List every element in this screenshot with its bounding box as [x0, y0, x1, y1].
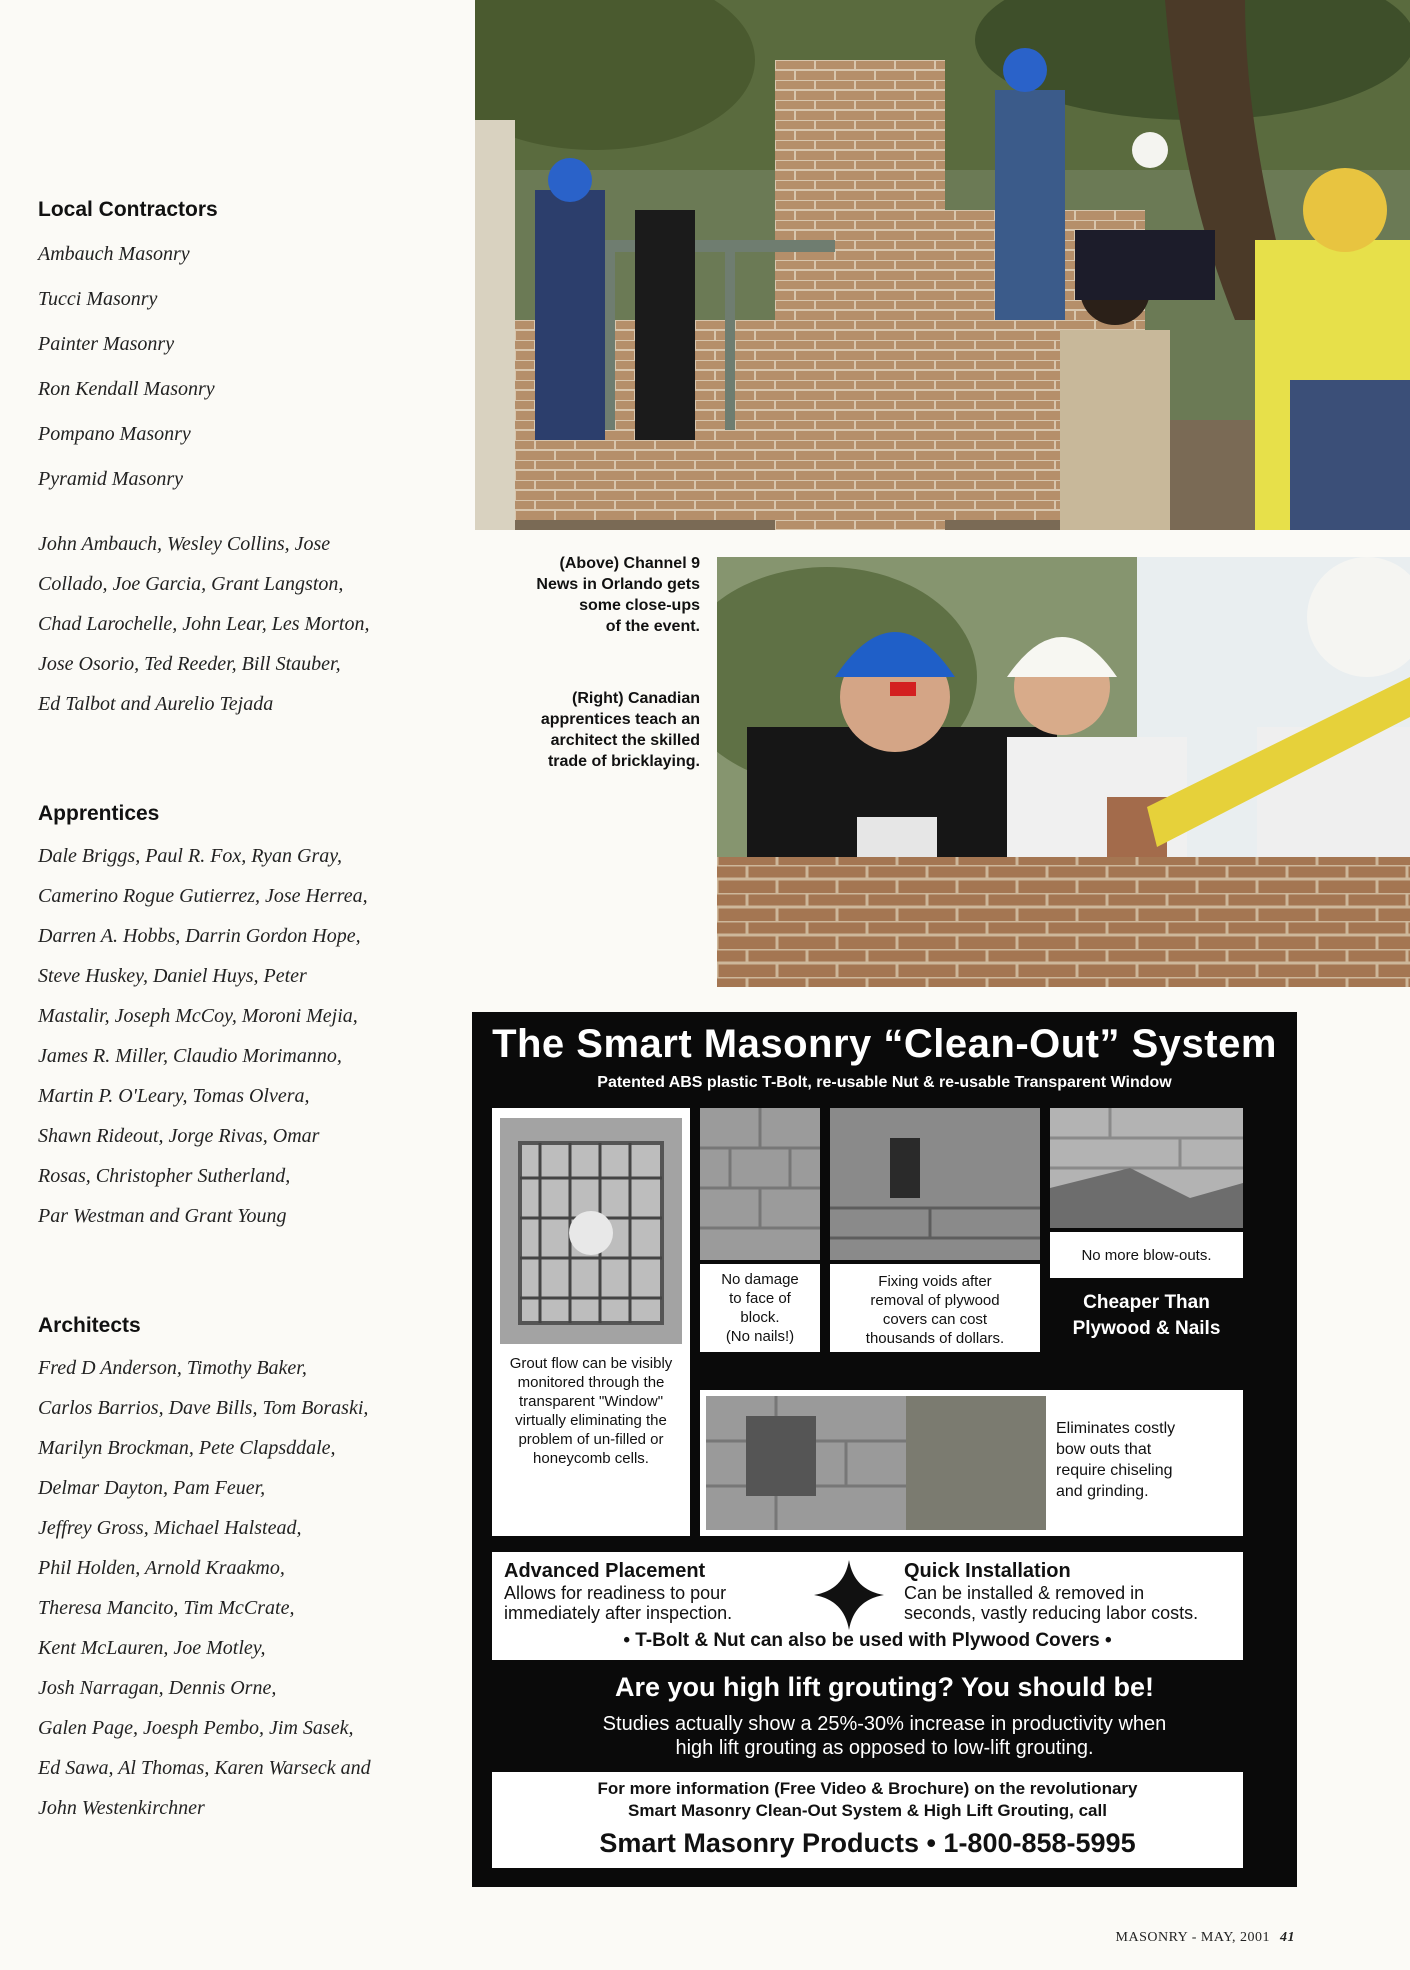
architect-line: Jeffrey Gross, Michael Halstead,: [38, 1517, 302, 1539]
eliminates-line: Eliminates costly: [1056, 1420, 1176, 1437]
info-line: For more information (Free Video & Brochure) on the revolutionary: [597, 1779, 1138, 1798]
apprentice-line: Camerino Rogue Gutierrez, Jose Herrea,: [38, 885, 368, 907]
eliminates-line: bow outs that: [1056, 1441, 1152, 1458]
void-wall-illustration: [830, 1108, 1040, 1260]
panel-no-damage: [700, 1264, 820, 1352]
page-number: 41: [1280, 1930, 1295, 1945]
caption-line: some close-ups: [579, 597, 700, 614]
cheaper-line: Plywood & Nails: [1072, 1318, 1221, 1339]
contractor-people-line: Jose Osorio, Ted Reeder, Bill Stauber,: [38, 653, 341, 675]
caption-line: trade of bricklaying.: [547, 753, 700, 770]
page-footer: [1116, 1930, 1295, 1946]
caption-line: News in Orlando gets: [536, 576, 700, 593]
contractor-people-line: Collado, Joe Garcia, Grant Langston,: [38, 573, 344, 595]
panel-features: [492, 1552, 1243, 1660]
apprentice-line: Mastalir, Joseph McCoy, Moroni Mejia,: [38, 1005, 358, 1027]
contractor-name: Ambauch Masonry: [38, 243, 190, 265]
high-lift-text: [472, 1712, 1297, 1760]
no-damage-line: No damage: [721, 1271, 799, 1288]
apprentice-line: Steve Huskey, Daniel Huys, Peter: [38, 965, 307, 987]
grout-line: honeycomb cells.: [533, 1450, 649, 1467]
caption-line: (Above) Channel 9: [559, 555, 700, 572]
no-damage-image: [700, 1108, 820, 1260]
grout-line: virtually eliminating the: [515, 1412, 667, 1429]
contractor-people-line: John Ambauch, Wesley Collins, Jose: [38, 533, 331, 555]
no-damage-text: [700, 1270, 820, 1346]
quick-line: seconds, vastly reducing labor costs.: [904, 1603, 1199, 1623]
fixing-voids-line: removal of plywood: [870, 1292, 1000, 1309]
eliminates-line: and grinding.: [1056, 1483, 1149, 1500]
no-damage-line: (No nails!): [725, 1328, 795, 1345]
advanced-line: Allows for readiness to pour: [504, 1583, 727, 1603]
photo-apprentices-illustration: [717, 557, 1410, 987]
caption-line: of the event.: [605, 618, 700, 635]
grout-line: problem of un-filled or: [518, 1431, 664, 1448]
apprentice-line: Shawn Rideout, Jorge Rivas, Omar: [38, 1125, 320, 1147]
contractor-people-line: Chad Larochelle, John Lear, Les Morton,: [38, 613, 370, 635]
contractor-name: Pompano Masonry: [38, 423, 191, 445]
fixing-voids-line: covers can cost: [882, 1311, 988, 1328]
panel-contact: [492, 1772, 1243, 1868]
block-wall-illustration: [700, 1108, 820, 1260]
bow-outs-image: [706, 1396, 1046, 1530]
architect-line: Galen Page, Joesph Pembo, Jim Sasek,: [38, 1717, 354, 1739]
blowout-wall-illustration: [1050, 1108, 1243, 1228]
high-lift-line: Studies actually show a 25%-30% increase in productivity when: [602, 1713, 1167, 1735]
apprentice-line: Par Westman and Grant Young: [38, 1205, 287, 1227]
ad-subtitle: Patented ABS plastic T-Bolt, re-usable Nut & re-usable Transparent Window: [597, 1074, 1172, 1091]
cheaper-than-plywood: [1050, 1290, 1243, 1342]
contractor-people-line: Ed Talbot and Aurelio Tejada: [38, 693, 274, 715]
architects-section: [38, 1314, 458, 1828]
grout-line: transparent "Window": [518, 1393, 664, 1410]
architect-line: Phil Holden, Arnold Kraakmo,: [38, 1557, 285, 1579]
high-lift-line: high lift grouting as opposed to low-lift grouting.: [675, 1737, 1094, 1759]
panel-no-blowouts: [1050, 1232, 1243, 1278]
architect-line: Josh Narragan, Dennis Orne,: [38, 1677, 277, 1699]
architect-line: Kent McLauren, Joe Motley,: [38, 1637, 266, 1659]
apprentice-line: Dale Briggs, Paul R. Fox, Ryan Gray,: [38, 845, 343, 867]
caption-line: (Right) Canadian: [572, 690, 700, 707]
contractor-name: Painter Masonry: [38, 333, 175, 355]
architects-heading: Architects: [38, 1314, 141, 1337]
architect-line: Delmar Dayton, Pam Feuer,: [38, 1477, 266, 1499]
no-damage-line: block.: [740, 1309, 780, 1326]
diamond-star-icon: [814, 1560, 884, 1630]
publication-name: MASONRY - MAY, 2001: [1115, 1930, 1270, 1945]
apprentices-heading: Apprentices: [38, 802, 160, 825]
fixing-voids-line: Fixing voids after: [878, 1273, 992, 1290]
architect-line: Fred D Anderson, Timothy Baker,: [38, 1357, 307, 1379]
smart-masonry-ad: [472, 1012, 1297, 1887]
tbolt-note: • T-Bolt & Nut can also be used with Plywood Covers •: [623, 1630, 1112, 1651]
advanced-placement: [504, 1560, 804, 1623]
apprentices-section: [38, 802, 458, 1236]
architect-line: John Westenkirchner: [38, 1797, 205, 1819]
apprentice-line: Martin P. O'Leary, Tomas Olvera,: [38, 1085, 310, 1107]
contractor-name: Ron Kendall Masonry: [38, 378, 215, 400]
grout-window-illustration: [500, 1118, 682, 1344]
quick-line: Can be installed & removed in: [904, 1583, 1145, 1603]
credits-column: [38, 198, 458, 1828]
grout-flow-text: [496, 1354, 686, 1468]
bow-outs-illustration: [706, 1396, 1046, 1530]
architect-line: Theresa Mancito, Tim McCrate,: [38, 1597, 295, 1619]
panel-grout-flow: [492, 1108, 690, 1536]
quick-installation: [904, 1560, 1244, 1623]
fixing-voids-text: [830, 1272, 1040, 1348]
panel-bow-outs: [700, 1390, 1243, 1536]
grout-line: Grout flow can be visibly: [509, 1355, 673, 1372]
apprentice-line: James R. Miller, Claudio Morimanno,: [38, 1045, 342, 1067]
quick-heading: Quick Installation: [904, 1560, 1071, 1582]
advanced-line: immediately after inspection.: [504, 1603, 733, 1623]
local-contractors-heading: Local Contractors: [38, 198, 218, 221]
no-damage-line: to face of: [729, 1290, 791, 1307]
caption-right: [470, 688, 700, 772]
grout-window-image: [500, 1118, 682, 1344]
ad-title: The Smart Masonry “Clean-Out” System: [492, 1022, 1277, 1066]
architect-line: Marilyn Brockman, Pete Clapsddale,: [38, 1437, 336, 1459]
architect-line: Carlos Barrios, Dave Bills, Tom Boraski,: [38, 1397, 369, 1419]
eliminates-line: require chiseling: [1056, 1462, 1173, 1479]
high-lift-heading: Are you high lift grouting? You should be!: [615, 1672, 1154, 1702]
apprentice-line: Rosas, Christopher Sutherland,: [38, 1165, 291, 1187]
contractor-name: Tucci Masonry: [38, 288, 158, 310]
no-blowouts-text: No more blow-outs.: [1081, 1247, 1212, 1264]
blowouts-image: [1050, 1108, 1243, 1228]
eliminates-text: [1056, 1418, 1236, 1502]
info-line: Smart Masonry Clean-Out System & High Lift Grouting, call: [628, 1801, 1107, 1820]
contact-line: Smart Masonry Products • 1-800-858-5995: [599, 1828, 1136, 1858]
architect-line: Ed Sawa, Al Thomas, Karen Warseck and: [38, 1757, 371, 1779]
grout-line: monitored through the: [517, 1374, 665, 1391]
caption-above: [470, 553, 700, 637]
info-text: [492, 1778, 1243, 1822]
photo-news-crew-illustration: [475, 0, 1410, 530]
cheaper-line: Cheaper Than: [1083, 1292, 1210, 1313]
photo-apprentices: [717, 557, 1410, 987]
contractor-name: Pyramid Masonry: [38, 468, 183, 490]
caption-line: architect the skilled: [550, 732, 700, 749]
local-contractors-section: [38, 198, 458, 724]
advanced-heading: Advanced Placement: [504, 1560, 706, 1582]
diamond-star-icon-svg: [814, 1560, 884, 1630]
caption-line: apprentices teach an: [540, 711, 700, 728]
photo-news-crew: [475, 0, 1410, 530]
fixing-voids-image: [830, 1108, 1040, 1260]
fixing-voids-line: thousands of dollars.: [865, 1330, 1005, 1347]
apprentice-line: Darren A. Hobbs, Darrin Gordon Hope,: [38, 925, 361, 947]
panel-fixing-voids: [830, 1264, 1040, 1352]
